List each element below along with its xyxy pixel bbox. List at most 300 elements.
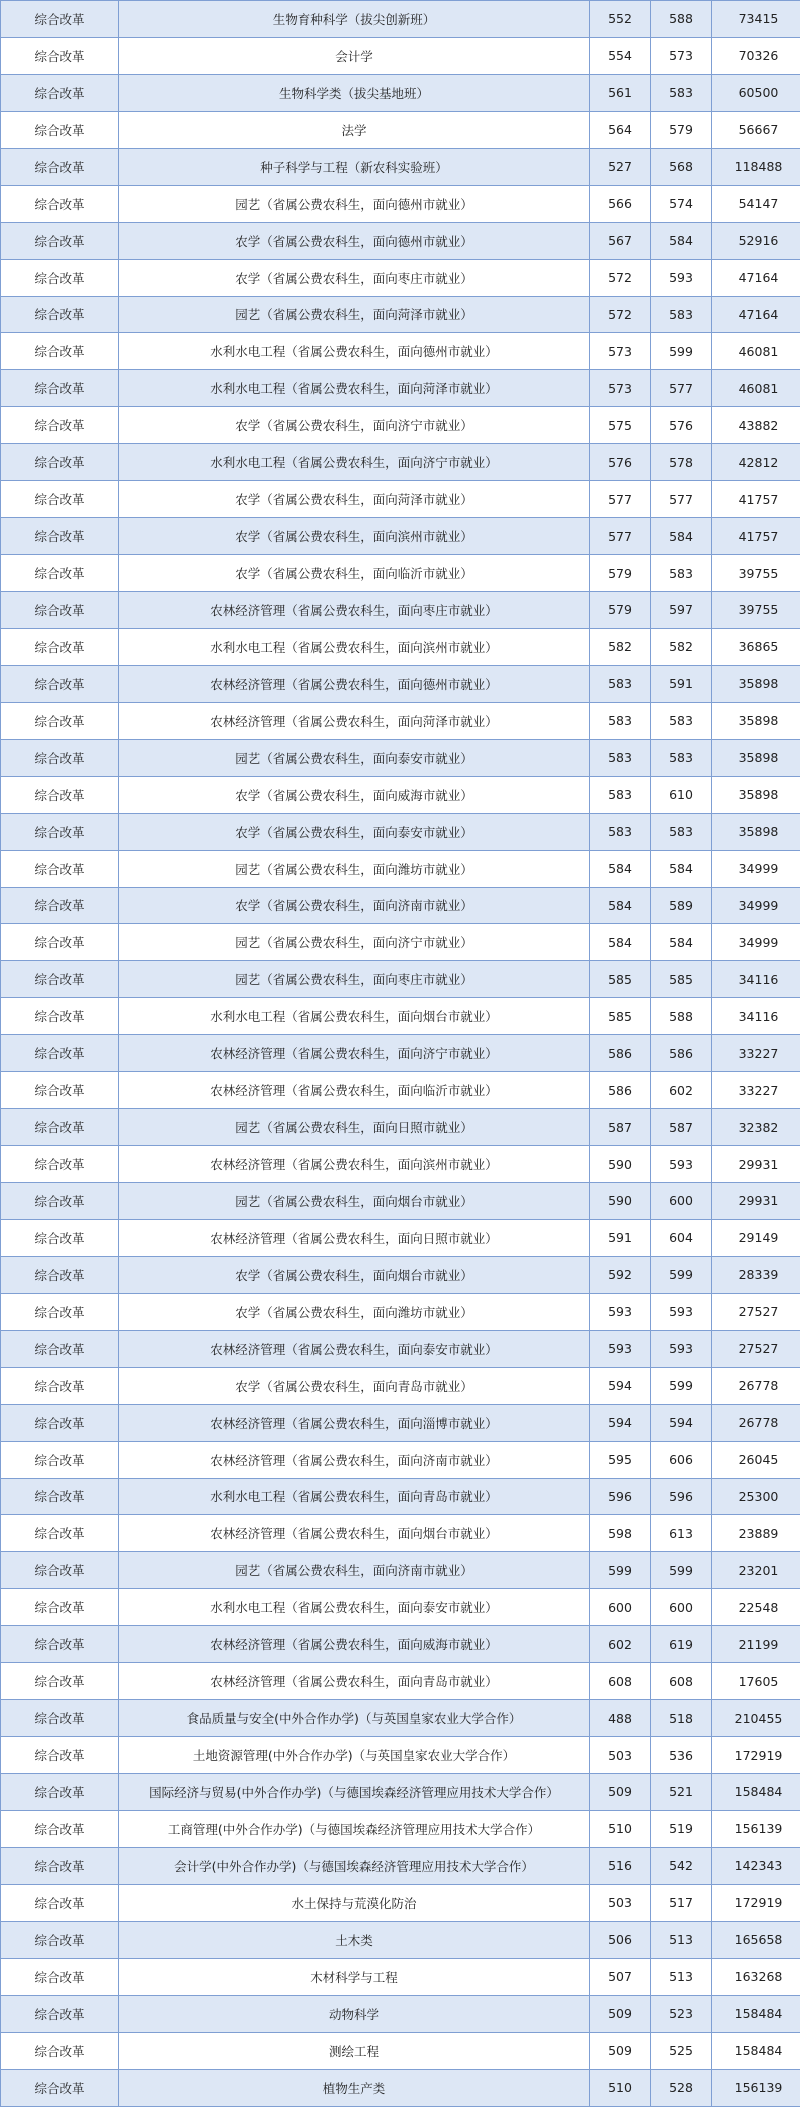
min-rank-cell: 26778 bbox=[712, 1367, 800, 1404]
table-row bbox=[1, 74, 800, 111]
category-cell: 综合改革 bbox=[1, 592, 119, 629]
max-score-cell: 574 bbox=[651, 185, 712, 222]
category-cell: 综合改革 bbox=[1, 998, 119, 1035]
major-cell: 农学（省属公费农科生，面向青岛市就业） bbox=[119, 1367, 590, 1404]
min-score-cell: 583 bbox=[590, 665, 651, 702]
table-row bbox=[1, 1219, 800, 1256]
max-score-cell: 589 bbox=[651, 887, 712, 924]
max-score-cell: 608 bbox=[651, 1663, 712, 1700]
category-cell: 综合改革 bbox=[1, 259, 119, 296]
max-score-cell: 577 bbox=[651, 370, 712, 407]
min-score-cell: 593 bbox=[590, 1293, 651, 1330]
table-row bbox=[1, 1626, 800, 1663]
max-score-cell: 536 bbox=[651, 1737, 712, 1774]
category-cell: 综合改革 bbox=[1, 665, 119, 702]
category-cell: 综合改革 bbox=[1, 1589, 119, 1626]
max-score-cell: 578 bbox=[651, 444, 712, 481]
table-row bbox=[1, 1995, 800, 2032]
major-cell: 园艺（省属公费农科生，面向潍坊市就业） bbox=[119, 850, 590, 887]
table-row bbox=[1, 924, 800, 961]
table-row bbox=[1, 259, 800, 296]
max-score-cell: 588 bbox=[651, 998, 712, 1035]
category-cell: 综合改革 bbox=[1, 1, 119, 38]
major-cell: 农林经济管理（省属公费农科生，面向日照市就业） bbox=[119, 1219, 590, 1256]
min-rank-cell: 25300 bbox=[712, 1478, 800, 1515]
major-cell: 园艺（省属公费农科生，面向德州市就业） bbox=[119, 185, 590, 222]
category-cell: 综合改革 bbox=[1, 1109, 119, 1146]
table-row bbox=[1, 1256, 800, 1293]
min-score-cell: 582 bbox=[590, 628, 651, 665]
min-score-cell: 593 bbox=[590, 1330, 651, 1367]
min-rank-cell: 34999 bbox=[712, 887, 800, 924]
max-score-cell: 579 bbox=[651, 111, 712, 148]
category-cell: 综合改革 bbox=[1, 370, 119, 407]
category-cell: 综合改革 bbox=[1, 1515, 119, 1552]
min-rank-cell: 28339 bbox=[712, 1256, 800, 1293]
min-rank-cell: 42812 bbox=[712, 444, 800, 481]
max-score-cell: 593 bbox=[651, 1330, 712, 1367]
min-rank-cell: 29931 bbox=[712, 1183, 800, 1220]
max-score-cell: 596 bbox=[651, 1478, 712, 1515]
min-rank-cell: 39755 bbox=[712, 555, 800, 592]
max-score-cell: 583 bbox=[651, 555, 712, 592]
min-score-cell: 579 bbox=[590, 555, 651, 592]
min-rank-cell: 33227 bbox=[712, 1035, 800, 1072]
min-rank-cell: 43882 bbox=[712, 407, 800, 444]
table-row bbox=[1, 1293, 800, 1330]
category-cell: 综合改革 bbox=[1, 407, 119, 444]
major-cell: 农林经济管理（省属公费农科生，面向淄博市就业） bbox=[119, 1404, 590, 1441]
category-cell: 综合改革 bbox=[1, 1958, 119, 1995]
min-score-cell: 510 bbox=[590, 1810, 651, 1847]
max-score-cell: 584 bbox=[651, 850, 712, 887]
min-rank-cell: 47164 bbox=[712, 259, 800, 296]
min-rank-cell: 35898 bbox=[712, 739, 800, 776]
min-score-cell: 583 bbox=[590, 739, 651, 776]
min-rank-cell: 34999 bbox=[712, 850, 800, 887]
max-score-cell: 597 bbox=[651, 592, 712, 629]
table-row bbox=[1, 1441, 800, 1478]
table-row bbox=[1, 2032, 800, 2069]
table-row bbox=[1, 37, 800, 74]
major-cell: 工商管理(中外合作办学)（与德国埃森经济管理应用技术大学合作） bbox=[119, 1810, 590, 1847]
min-score-cell: 567 bbox=[590, 222, 651, 259]
max-score-cell: 613 bbox=[651, 1515, 712, 1552]
max-score-cell: 583 bbox=[651, 296, 712, 333]
category-cell: 综合改革 bbox=[1, 1183, 119, 1220]
min-rank-cell: 158484 bbox=[712, 2032, 800, 2069]
max-score-cell: 587 bbox=[651, 1109, 712, 1146]
major-cell: 农林经济管理（省属公费农科生，面向菏泽市就业） bbox=[119, 702, 590, 739]
min-score-cell: 507 bbox=[590, 1958, 651, 1995]
category-cell: 综合改革 bbox=[1, 296, 119, 333]
category-cell: 综合改革 bbox=[1, 961, 119, 998]
min-score-cell: 590 bbox=[590, 1146, 651, 1183]
major-cell: 农学（省属公费农科生，面向潍坊市就业） bbox=[119, 1293, 590, 1330]
min-rank-cell: 172919 bbox=[712, 1884, 800, 1921]
min-score-cell: 583 bbox=[590, 776, 651, 813]
table-row bbox=[1, 2069, 800, 2107]
min-score-cell: 527 bbox=[590, 148, 651, 185]
min-rank-cell: 23889 bbox=[712, 1515, 800, 1552]
major-cell: 水利水电工程（省属公费农科生，面向滨州市就业） bbox=[119, 628, 590, 665]
table-row bbox=[1, 887, 800, 924]
min-rank-cell: 60500 bbox=[712, 74, 800, 111]
table-row bbox=[1, 370, 800, 407]
category-cell: 综合改革 bbox=[1, 1847, 119, 1884]
min-score-cell: 595 bbox=[590, 1441, 651, 1478]
category-cell: 综合改革 bbox=[1, 1995, 119, 2032]
table-row bbox=[1, 111, 800, 148]
min-score-cell: 584 bbox=[590, 850, 651, 887]
table-row bbox=[1, 1589, 800, 1626]
major-cell: 园艺（省属公费农科生，面向烟台市就业） bbox=[119, 1183, 590, 1220]
category-cell: 综合改革 bbox=[1, 850, 119, 887]
min-rank-cell: 73415 bbox=[712, 1, 800, 38]
min-score-cell: 509 bbox=[590, 1995, 651, 2032]
max-score-cell: 583 bbox=[651, 74, 712, 111]
major-cell: 水利水电工程（省属公费农科生，面向烟台市就业） bbox=[119, 998, 590, 1035]
category-cell: 综合改革 bbox=[1, 1737, 119, 1774]
category-cell: 综合改革 bbox=[1, 887, 119, 924]
max-score-cell: 606 bbox=[651, 1441, 712, 1478]
major-cell: 农学（省属公费农科生，面向临沂市就业） bbox=[119, 555, 590, 592]
table-row bbox=[1, 1810, 800, 1847]
table-row bbox=[1, 1774, 800, 1811]
category-cell: 综合改革 bbox=[1, 555, 119, 592]
category-cell: 综合改革 bbox=[1, 628, 119, 665]
table-row bbox=[1, 1109, 800, 1146]
min-score-cell: 509 bbox=[590, 1774, 651, 1811]
table-row bbox=[1, 1552, 800, 1589]
major-cell: 会计学(中外合作办学)（与德国埃森经济管理应用技术大学合作） bbox=[119, 1847, 590, 1884]
min-rank-cell: 52916 bbox=[712, 222, 800, 259]
table-row bbox=[1, 628, 800, 665]
major-cell: 园艺（省属公费农科生，面向日照市就业） bbox=[119, 1109, 590, 1146]
max-score-cell: 577 bbox=[651, 481, 712, 518]
min-score-cell: 592 bbox=[590, 1256, 651, 1293]
table-row bbox=[1, 1958, 800, 1995]
min-score-cell: 579 bbox=[590, 592, 651, 629]
major-cell: 国际经济与贸易(中外合作办学)（与德国埃森经济管理应用技术大学合作） bbox=[119, 1774, 590, 1811]
major-cell: 木材科学与工程 bbox=[119, 1958, 590, 1995]
min-score-cell: 510 bbox=[590, 2069, 651, 2107]
table-row bbox=[1, 296, 800, 333]
min-score-cell: 566 bbox=[590, 185, 651, 222]
major-cell: 法学 bbox=[119, 111, 590, 148]
major-cell: 生物科学类（拔尖基地班） bbox=[119, 74, 590, 111]
min-rank-cell: 32382 bbox=[712, 1109, 800, 1146]
max-score-cell: 523 bbox=[651, 1995, 712, 2032]
major-cell: 植物生产类 bbox=[119, 2069, 590, 2107]
max-score-cell: 576 bbox=[651, 407, 712, 444]
min-score-cell: 573 bbox=[590, 333, 651, 370]
major-cell: 土木类 bbox=[119, 1921, 590, 1958]
major-cell: 农学（省属公费农科生，面向德州市就业） bbox=[119, 222, 590, 259]
min-score-cell: 577 bbox=[590, 518, 651, 555]
min-rank-cell: 33227 bbox=[712, 1072, 800, 1109]
category-cell: 综合改革 bbox=[1, 924, 119, 961]
table-row bbox=[1, 444, 800, 481]
min-score-cell: 506 bbox=[590, 1921, 651, 1958]
min-rank-cell: 158484 bbox=[712, 1995, 800, 2032]
min-rank-cell: 39755 bbox=[712, 592, 800, 629]
min-rank-cell: 29931 bbox=[712, 1146, 800, 1183]
major-cell: 水利水电工程（省属公费农科生，面向青岛市就业） bbox=[119, 1478, 590, 1515]
table-row bbox=[1, 1367, 800, 1404]
min-rank-cell: 23201 bbox=[712, 1552, 800, 1589]
min-score-cell: 600 bbox=[590, 1589, 651, 1626]
category-cell: 综合改革 bbox=[1, 1293, 119, 1330]
category-cell: 综合改革 bbox=[1, 1146, 119, 1183]
min-score-cell: 554 bbox=[590, 37, 651, 74]
min-score-cell: 552 bbox=[590, 1, 651, 38]
table-row bbox=[1, 148, 800, 185]
min-score-cell: 608 bbox=[590, 1663, 651, 1700]
max-score-cell: 591 bbox=[651, 665, 712, 702]
min-rank-cell: 156139 bbox=[712, 2069, 800, 2107]
min-rank-cell: 26045 bbox=[712, 1441, 800, 1478]
min-score-cell: 583 bbox=[590, 813, 651, 850]
max-score-cell: 584 bbox=[651, 924, 712, 961]
table-row bbox=[1, 1737, 800, 1774]
max-score-cell: 600 bbox=[651, 1183, 712, 1220]
min-rank-cell: 34116 bbox=[712, 998, 800, 1035]
max-score-cell: 583 bbox=[651, 702, 712, 739]
max-score-cell: 586 bbox=[651, 1035, 712, 1072]
min-rank-cell: 41757 bbox=[712, 518, 800, 555]
major-cell: 种子科学与工程（新农科实验班） bbox=[119, 148, 590, 185]
category-cell: 综合改革 bbox=[1, 1441, 119, 1478]
max-score-cell: 599 bbox=[651, 1256, 712, 1293]
max-score-cell: 521 bbox=[651, 1774, 712, 1811]
min-rank-cell: 46081 bbox=[712, 333, 800, 370]
min-rank-cell: 118488 bbox=[712, 148, 800, 185]
max-score-cell: 593 bbox=[651, 1293, 712, 1330]
major-cell: 动物科学 bbox=[119, 1995, 590, 2032]
min-score-cell: 594 bbox=[590, 1367, 651, 1404]
max-score-cell: 585 bbox=[651, 961, 712, 998]
table-row bbox=[1, 1072, 800, 1109]
category-cell: 综合改革 bbox=[1, 37, 119, 74]
major-cell: 农林经济管理（省属公费农科生，面向滨州市就业） bbox=[119, 1146, 590, 1183]
table-row bbox=[1, 1035, 800, 1072]
major-cell: 农学（省属公费农科生，面向泰安市就业） bbox=[119, 813, 590, 850]
max-score-cell: 528 bbox=[651, 2069, 712, 2107]
category-cell: 综合改革 bbox=[1, 333, 119, 370]
min-rank-cell: 70326 bbox=[712, 37, 800, 74]
major-cell: 农林经济管理（省属公费农科生，面向青岛市就业） bbox=[119, 1663, 590, 1700]
min-score-cell: 503 bbox=[590, 1884, 651, 1921]
min-rank-cell: 210455 bbox=[712, 1700, 800, 1737]
major-cell: 农林经济管理（省属公费农科生，面向泰安市就业） bbox=[119, 1330, 590, 1367]
max-score-cell: 517 bbox=[651, 1884, 712, 1921]
min-rank-cell: 46081 bbox=[712, 370, 800, 407]
major-cell: 农学（省属公费农科生，面向枣庄市就业） bbox=[119, 259, 590, 296]
min-score-cell: 585 bbox=[590, 998, 651, 1035]
max-score-cell: 599 bbox=[651, 1367, 712, 1404]
min-score-cell: 572 bbox=[590, 296, 651, 333]
major-cell: 园艺（省属公费农科生，面向枣庄市就业） bbox=[119, 961, 590, 998]
category-cell: 综合改革 bbox=[1, 776, 119, 813]
table-row bbox=[1, 1921, 800, 1958]
min-rank-cell: 35898 bbox=[712, 665, 800, 702]
major-cell: 农林经济管理（省属公费农科生，面向德州市就业） bbox=[119, 665, 590, 702]
category-cell: 综合改革 bbox=[1, 2032, 119, 2069]
category-cell: 综合改革 bbox=[1, 1700, 119, 1737]
major-cell: 农学（省属公费农科生，面向济南市就业） bbox=[119, 887, 590, 924]
max-score-cell: 583 bbox=[651, 739, 712, 776]
major-cell: 农学（省属公费农科生，面向济宁市就业） bbox=[119, 407, 590, 444]
major-cell: 农林经济管理（省属公费农科生，面向济南市就业） bbox=[119, 1441, 590, 1478]
max-score-cell: 619 bbox=[651, 1626, 712, 1663]
min-score-cell: 576 bbox=[590, 444, 651, 481]
max-score-cell: 610 bbox=[651, 776, 712, 813]
major-cell: 园艺（省属公费农科生，面向济宁市就业） bbox=[119, 924, 590, 961]
table-row bbox=[1, 592, 800, 629]
category-cell: 综合改革 bbox=[1, 1884, 119, 1921]
max-score-cell: 588 bbox=[651, 1, 712, 38]
table-row bbox=[1, 776, 800, 813]
min-score-cell: 599 bbox=[590, 1552, 651, 1589]
min-score-cell: 586 bbox=[590, 1035, 651, 1072]
min-score-cell: 584 bbox=[590, 924, 651, 961]
min-score-cell: 598 bbox=[590, 1515, 651, 1552]
table-row bbox=[1, 702, 800, 739]
min-score-cell: 586 bbox=[590, 1072, 651, 1109]
min-rank-cell: 35898 bbox=[712, 776, 800, 813]
min-score-cell: 585 bbox=[590, 961, 651, 998]
min-score-cell: 572 bbox=[590, 259, 651, 296]
major-cell: 园艺（省属公费农科生，面向菏泽市就业） bbox=[119, 296, 590, 333]
category-cell: 综合改革 bbox=[1, 1478, 119, 1515]
major-cell: 水利水电工程（省属公费农科生，面向菏泽市就业） bbox=[119, 370, 590, 407]
max-score-cell: 542 bbox=[651, 1847, 712, 1884]
min-rank-cell: 27527 bbox=[712, 1330, 800, 1367]
major-cell: 测绘工程 bbox=[119, 2032, 590, 2069]
min-score-cell: 573 bbox=[590, 370, 651, 407]
table-row bbox=[1, 665, 800, 702]
max-score-cell: 593 bbox=[651, 259, 712, 296]
major-cell: 土地资源管理(中外合作办学)（与英国皇家农业大学合作） bbox=[119, 1737, 590, 1774]
min-rank-cell: 34999 bbox=[712, 924, 800, 961]
max-score-cell: 519 bbox=[651, 1810, 712, 1847]
category-cell: 综合改革 bbox=[1, 1921, 119, 1958]
max-score-cell: 600 bbox=[651, 1589, 712, 1626]
table-row bbox=[1, 407, 800, 444]
major-cell: 农林经济管理（省属公费农科生，面向枣庄市就业） bbox=[119, 592, 590, 629]
table-row bbox=[1, 850, 800, 887]
category-cell: 综合改革 bbox=[1, 74, 119, 111]
min-rank-cell: 163268 bbox=[712, 1958, 800, 1995]
category-cell: 综合改革 bbox=[1, 1626, 119, 1663]
table-row bbox=[1, 1700, 800, 1737]
max-score-cell: 593 bbox=[651, 1146, 712, 1183]
table-row bbox=[1, 739, 800, 776]
max-score-cell: 513 bbox=[651, 1921, 712, 1958]
table-row bbox=[1, 1478, 800, 1515]
table-row bbox=[1, 961, 800, 998]
min-rank-cell: 21199 bbox=[712, 1626, 800, 1663]
major-cell: 会计学 bbox=[119, 37, 590, 74]
table-row bbox=[1, 1330, 800, 1367]
major-cell: 园艺（省属公费农科生，面向泰安市就业） bbox=[119, 739, 590, 776]
table-row bbox=[1, 1663, 800, 1700]
min-rank-cell: 54147 bbox=[712, 185, 800, 222]
max-score-cell: 518 bbox=[651, 1700, 712, 1737]
min-score-cell: 594 bbox=[590, 1404, 651, 1441]
min-score-cell: 503 bbox=[590, 1737, 651, 1774]
min-score-cell: 516 bbox=[590, 1847, 651, 1884]
min-rank-cell: 17605 bbox=[712, 1663, 800, 1700]
min-score-cell: 596 bbox=[590, 1478, 651, 1515]
table-row bbox=[1, 998, 800, 1035]
category-cell: 综合改革 bbox=[1, 444, 119, 481]
major-cell: 农学（省属公费农科生，面向滨州市就业） bbox=[119, 518, 590, 555]
min-rank-cell: 47164 bbox=[712, 296, 800, 333]
category-cell: 综合改革 bbox=[1, 111, 119, 148]
max-score-cell: 583 bbox=[651, 813, 712, 850]
category-cell: 综合改革 bbox=[1, 1219, 119, 1256]
major-cell: 农学（省属公费农科生，面向烟台市就业） bbox=[119, 1256, 590, 1293]
max-score-cell: 568 bbox=[651, 148, 712, 185]
min-score-cell: 577 bbox=[590, 481, 651, 518]
min-score-cell: 591 bbox=[590, 1219, 651, 1256]
category-cell: 综合改革 bbox=[1, 185, 119, 222]
category-cell: 综合改革 bbox=[1, 222, 119, 259]
major-cell: 园艺（省属公费农科生，面向济南市就业） bbox=[119, 1552, 590, 1589]
table-row bbox=[1, 1404, 800, 1441]
min-score-cell: 602 bbox=[590, 1626, 651, 1663]
max-score-cell: 604 bbox=[651, 1219, 712, 1256]
major-cell: 水利水电工程（省属公费农科生，面向德州市就业） bbox=[119, 333, 590, 370]
major-cell: 农林经济管理（省属公费农科生，面向临沂市就业） bbox=[119, 1072, 590, 1109]
min-rank-cell: 29149 bbox=[712, 1219, 800, 1256]
min-rank-cell: 26778 bbox=[712, 1404, 800, 1441]
table-row bbox=[1, 1515, 800, 1552]
min-rank-cell: 34116 bbox=[712, 961, 800, 998]
min-score-cell: 590 bbox=[590, 1183, 651, 1220]
category-cell: 综合改革 bbox=[1, 1330, 119, 1367]
table-row bbox=[1, 1847, 800, 1884]
category-cell: 综合改革 bbox=[1, 1256, 119, 1293]
category-cell: 综合改革 bbox=[1, 1552, 119, 1589]
max-score-cell: 602 bbox=[651, 1072, 712, 1109]
major-cell: 农学（省属公费农科生，面向威海市就业） bbox=[119, 776, 590, 813]
min-rank-cell: 22548 bbox=[712, 1589, 800, 1626]
table-row bbox=[1, 813, 800, 850]
min-rank-cell: 27527 bbox=[712, 1293, 800, 1330]
category-cell: 综合改革 bbox=[1, 702, 119, 739]
table-body bbox=[1, 1, 800, 2107]
min-score-cell: 509 bbox=[590, 2032, 651, 2069]
min-rank-cell: 158484 bbox=[712, 1774, 800, 1811]
category-cell: 综合改革 bbox=[1, 518, 119, 555]
category-cell: 综合改革 bbox=[1, 1367, 119, 1404]
table-row bbox=[1, 1183, 800, 1220]
category-cell: 综合改革 bbox=[1, 1035, 119, 1072]
table-row bbox=[1, 333, 800, 370]
major-cell: 水利水电工程（省属公费农科生，面向济宁市就业） bbox=[119, 444, 590, 481]
max-score-cell: 525 bbox=[651, 2032, 712, 2069]
min-score-cell: 575 bbox=[590, 407, 651, 444]
category-cell: 综合改革 bbox=[1, 148, 119, 185]
table-row bbox=[1, 481, 800, 518]
min-score-cell: 488 bbox=[590, 1700, 651, 1737]
table-row bbox=[1, 1146, 800, 1183]
major-cell: 农林经济管理（省属公费农科生，面向济宁市就业） bbox=[119, 1035, 590, 1072]
category-cell: 综合改革 bbox=[1, 1774, 119, 1811]
